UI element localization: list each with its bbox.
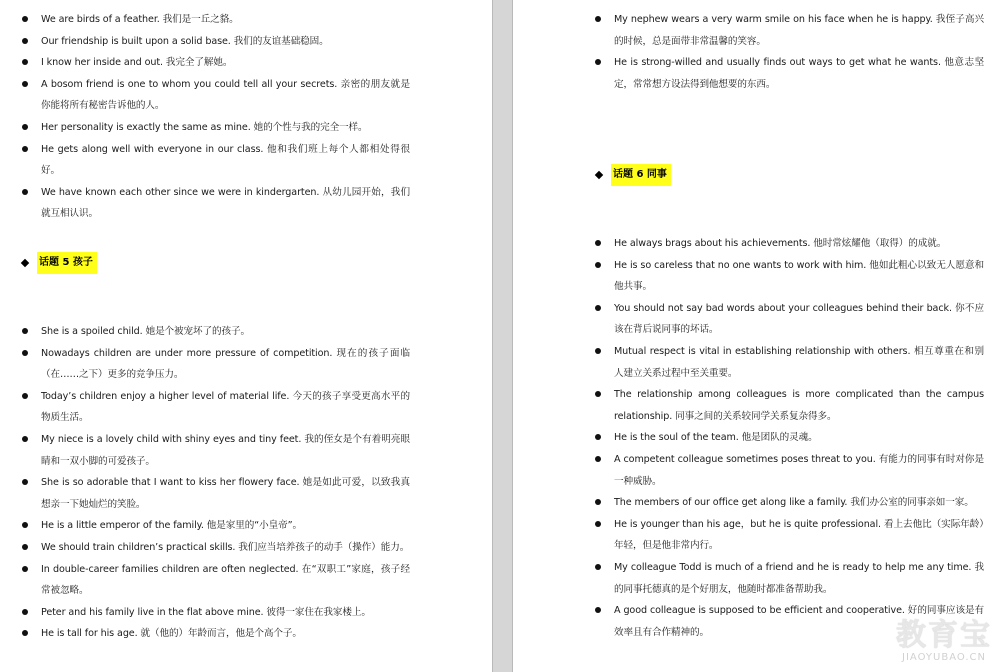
list-item — [595, 233, 984, 255]
diamond-bullet-icon — [21, 259, 29, 267]
list-item-text: Today’s children enjoy a higher level of material life. 今天的孩子享受更高水平的物质生活。 — [41, 390, 410, 424]
bullet-dot-icon — [595, 16, 601, 22]
bullet-dot-icon — [22, 328, 28, 334]
bullet-dot-icon — [22, 566, 28, 572]
list-item-text: My nephew wears a very warm smile on his face when he is happy. 我侄子高兴的时候，总是面带非常温馨的笑容。 — [614, 14, 984, 47]
list-item-text: Mutual respect is vital in establishing relationship with others. 相互尊重在和别人建立关系过程中至关重要。 — [614, 345, 984, 379]
list-item — [22, 9, 410, 31]
list-item-text: A competent colleague sometimes poses threat to you. 有能力的同事有时对你是一种威胁。 — [614, 453, 984, 487]
bullet-dot-icon — [22, 393, 28, 399]
document-page-right — [512, 0, 1006, 672]
list-item — [22, 623, 410, 645]
list-item — [595, 492, 984, 514]
bullet-dot-icon — [595, 607, 601, 613]
bullet-dot-icon — [595, 59, 601, 65]
list-item — [22, 117, 410, 139]
bullet-dot-icon — [22, 59, 28, 65]
list-item-text: She is a spoiled child. 她是个被宠坏了的孩子。 — [41, 326, 251, 337]
list-item — [22, 343, 410, 386]
list-item-text: He is younger than his age，but he is quite professional. 看上去他比（实际年龄）年轻，但是他非常内行。 — [614, 518, 984, 552]
bullet-dot-icon — [22, 350, 28, 356]
section-heading-topic-5 — [21, 252, 97, 274]
bullet-dot-icon — [595, 521, 601, 527]
bullet-list-colleagues — [595, 233, 984, 643]
list-item-text: A good colleague is supposed to be efficient and cooperative. 好的同事应该是有效率且有合作精神的。 — [614, 605, 984, 638]
bullet-dot-icon — [595, 305, 601, 311]
document-page-left — [0, 0, 493, 672]
bullet-dot-icon — [595, 434, 601, 440]
section-heading-text: 话题 6 同事 — [611, 164, 671, 186]
watermark-main-text: 教育宝 — [896, 618, 992, 653]
bullet-dot-icon — [22, 146, 28, 152]
list-item — [22, 559, 410, 602]
list-item-text: He is so careless that no one wants to work with him. 他如此粗心以致无人愿意和他共事。 — [614, 259, 984, 293]
list-item-text: I know her inside and out. 我完全了解她。 — [41, 57, 233, 69]
list-item — [22, 31, 410, 53]
bullet-dot-icon — [22, 436, 28, 442]
bullet-dot-icon — [22, 81, 28, 87]
bullet-list-friends — [22, 9, 410, 225]
bullet-dot-icon — [22, 630, 28, 636]
list-item-text: We have known each other since we were in kindergarten. 从幼儿园开始，我们就互相认识。 — [41, 186, 410, 220]
list-item-text: He is a little emperor of the family. 他是家里的“小皇帝”。 — [41, 520, 302, 532]
list-item — [595, 52, 984, 95]
list-item-text: Our friendship is built upon a solid base. 我们的友谊基础稳固。 — [41, 35, 329, 47]
list-item-text: We should train children’s practical skills. 我们应当培养孩子的动手（操作）能力。 — [41, 541, 410, 553]
list-item-text: She is so adorable that I want to kiss her flowery face. 她是如此可爱，以致我真想亲一下她灿烂的笑脸。 — [41, 477, 410, 510]
list-item-text: He always brags about his achievements. 他时常炫耀他（取得）的成就。 — [614, 238, 947, 249]
bullet-dot-icon — [595, 348, 601, 354]
list-item-text: We are birds of a feather. 我们是一丘之貉。 — [41, 14, 239, 25]
bullet-dot-icon — [22, 544, 28, 550]
list-item — [22, 386, 410, 429]
bullet-dot-icon — [22, 124, 28, 130]
bullet-dot-icon — [22, 38, 28, 44]
list-item — [595, 341, 984, 384]
list-item — [22, 139, 410, 182]
list-item — [22, 602, 410, 624]
list-item — [595, 557, 984, 600]
section-heading-text: 话题 5 孩子 — [37, 252, 97, 274]
watermark-sub-text: JIAOYUBAO.CN — [902, 652, 986, 663]
bullet-dot-icon — [595, 456, 601, 462]
list-item — [22, 537, 410, 559]
list-item — [595, 514, 984, 557]
list-item — [22, 321, 410, 343]
list-item — [595, 298, 984, 341]
site-watermark-logo — [896, 620, 992, 664]
bullet-dot-icon — [22, 479, 28, 485]
bullet-dot-icon — [22, 16, 28, 22]
list-item — [595, 384, 984, 427]
bullet-dot-icon — [595, 240, 601, 246]
list-item — [22, 429, 410, 472]
bullet-dot-icon — [595, 564, 601, 570]
bullet-dot-icon — [22, 189, 28, 195]
list-item — [595, 427, 984, 449]
list-item-text: My niece is a lovely child with shiny eyes and tiny feet. 我的侄女是个有着明亮眼睛和一双小脚的可爱孩子。 — [41, 433, 410, 467]
list-item — [595, 9, 984, 52]
list-item-text: In double-career families children are often neglected. 在“双职工”家庭，孩子经常被忽略。 — [41, 563, 410, 597]
bullet-dot-icon — [595, 499, 601, 505]
bullet-list-family — [595, 9, 984, 95]
list-item-text: He is tall for his age. 就（他的）年龄而言，他是个高个子。 — [41, 628, 302, 640]
list-item — [22, 515, 410, 537]
list-item — [22, 182, 410, 225]
bullet-dot-icon — [22, 522, 28, 528]
page-separator — [493, 0, 512, 672]
list-item — [22, 52, 410, 74]
list-item-text: The relationship among colleagues is more complicated than the campus relationship. 同事之间的关系较同学关系复杂得多。 — [614, 389, 984, 422]
bullet-dot-icon — [595, 391, 601, 397]
list-item-text: He is strong-willed and usually finds out ways to get what he wants. 他意志坚定，常常想方设法得到他想要的东西。 — [614, 57, 984, 90]
list-item — [595, 449, 984, 492]
bullet-dot-icon — [22, 609, 28, 615]
list-item-text: He gets along well with everyone in our class. 他和我们班上每个人都相处得很好。 — [41, 143, 410, 177]
list-item-text: Her personality is exactly the same as mine. 她的个性与我的完全一样。 — [41, 121, 368, 133]
list-item — [22, 74, 410, 117]
list-item-text: My colleague Todd is much of a friend and he is ready to help me any time. 我的同事托德真的是个好朋友，他随时都准备帮助我。 — [614, 561, 984, 595]
list-item-text: He is the soul of the team. 他是团队的灵魂。 — [614, 432, 818, 444]
section-heading-topic-6 — [595, 164, 671, 186]
list-item-text: You should not say bad words about your colleagues behind their back. 你不应该在背后说同事的坏话。 — [614, 302, 984, 336]
list-item-text: Peter and his family live in the flat above mine. 彼得一家住在我家楼上。 — [41, 606, 371, 618]
bullet-dot-icon — [595, 262, 601, 268]
list-item-text: The members of our office get along like a family. 我们办公室的同事亲如一家。 — [614, 497, 974, 509]
list-item — [595, 255, 984, 298]
list-item-text: Nowadays children are under more pressure of competition. 现在的孩子面临（在……之下）更多的竞争压力。 — [41, 347, 410, 381]
list-item — [22, 472, 410, 515]
diamond-bullet-icon — [595, 171, 603, 179]
bullet-list-children — [22, 321, 410, 645]
list-item-text: A bosom friend is one to whom you could tell all your secrets. 亲密的朋友就是你能将所有秘密告诉他的人。 — [41, 78, 410, 112]
